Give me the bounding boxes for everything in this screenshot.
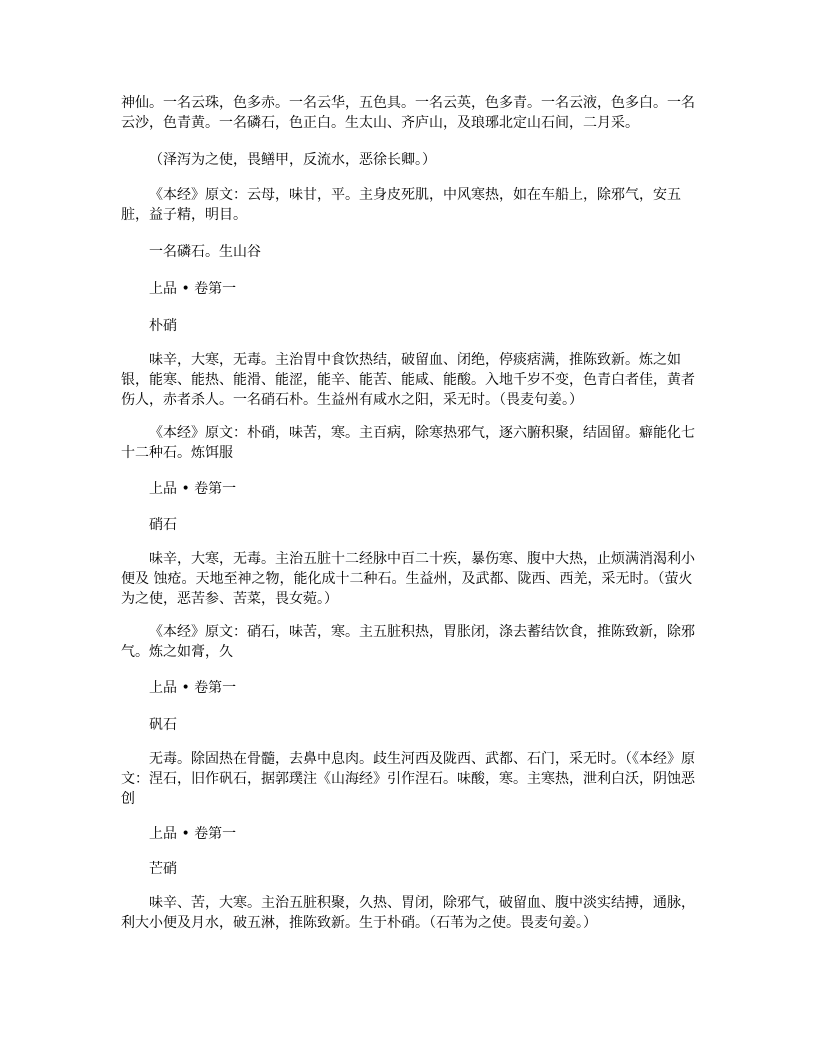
paragraph-yunmu-origin: 一名磷石。生山谷 — [149, 244, 261, 260]
paragraph-mangxiao-desc: 味辛、苦，大寒。主治五脏积聚，久热、胃闭，除邪气，破留血、腹中淡实结搏，通脉，利大小便及月水，破五淋，推陈致新。生于朴硝。（石苇为之使。畏麦句姜。） — [121, 895, 695, 931]
entry-title-mangxiao: 芒硝 — [149, 861, 177, 877]
entry-title-puxiao: 朴硝 — [149, 318, 177, 334]
section-heading: 上品 • 卷第一 — [149, 281, 237, 297]
paragraph-yunmu-note: （泽泻为之使，畏鳝甲，反流水，恶徐长卿。） — [149, 152, 436, 168]
paragraph-puxiao-benjing: 《本经》原文：朴硝，味苦，寒。主百病，除寒热邪气，逐六腑积聚，结固留。癖能化七十二种石。炼饵服 — [121, 425, 695, 461]
section-heading: 上品 • 卷第一 — [149, 680, 237, 696]
paragraph-xiaoshi-benjing: 《本经》原文：硝石，味苦，寒。主五脏积热，胃胀闭，涤去蓄结饮食，推陈致新，除邪气。炼之如膏，久 — [121, 624, 695, 660]
paragraph-yunmu-names: 神仙。一名云珠，色多赤。一名云华，五色具。一名云英，色多青。一名云液，色多白。一名云沙，色青黄。一名磷石，色正白。生太山、齐庐山，及琅琊北定山石间，二月采。 — [121, 95, 695, 131]
paragraph-puxiao-desc: 味辛，大寒，无毒。主治胃中食饮热结，破留血、闭绝，停痰痞满，推陈致新。炼之如银，能寒、能热、能滑、能涩，能辛、能苦、能咸、能酸。入地千岁不变，色青白者佳，黄者伤人，赤者杀人。一名硝石朴。生益州有咸水之阳，采无时。（畏麦句姜。） — [121, 352, 695, 408]
section-heading: 上品 • 卷第一 — [149, 826, 237, 842]
paragraph-fanshi-desc: 无毒。除固热在骨髓，去鼻中息肉。歧生河西及陇西、武都、石门，采无时。（《本经》原文：涅石，旧作矾石，据郭璞注《山海经》引作涅石。味酸，寒。主寒热，泄利白沃，阴蚀恶创 — [121, 751, 695, 807]
paragraph-xiaoshi-desc: 味辛，大寒，无毒。主治五脏十二经脉中百二十疾，暴伤寒、腹中大热，止烦满消渴利小便及 蚀疮。天地至神之物，能化成十二种石。生益州，及武都、陇西、西羌，采无时。（萤火为之使，恶苦参、苦菜，畏女菀。） — [121, 551, 695, 607]
entry-title-xiaoshi: 硝石 — [149, 517, 177, 533]
paragraph-yunmu-benjing: 《本经》原文：云母，味甘，平。主身皮死肌，中风寒热，如在车船上，除邪气，安五脏，益子精，明目。 — [121, 187, 681, 223]
section-heading: 上品 • 卷第一 — [149, 481, 237, 497]
entry-title-fanshi: 矾石 — [149, 717, 177, 733]
